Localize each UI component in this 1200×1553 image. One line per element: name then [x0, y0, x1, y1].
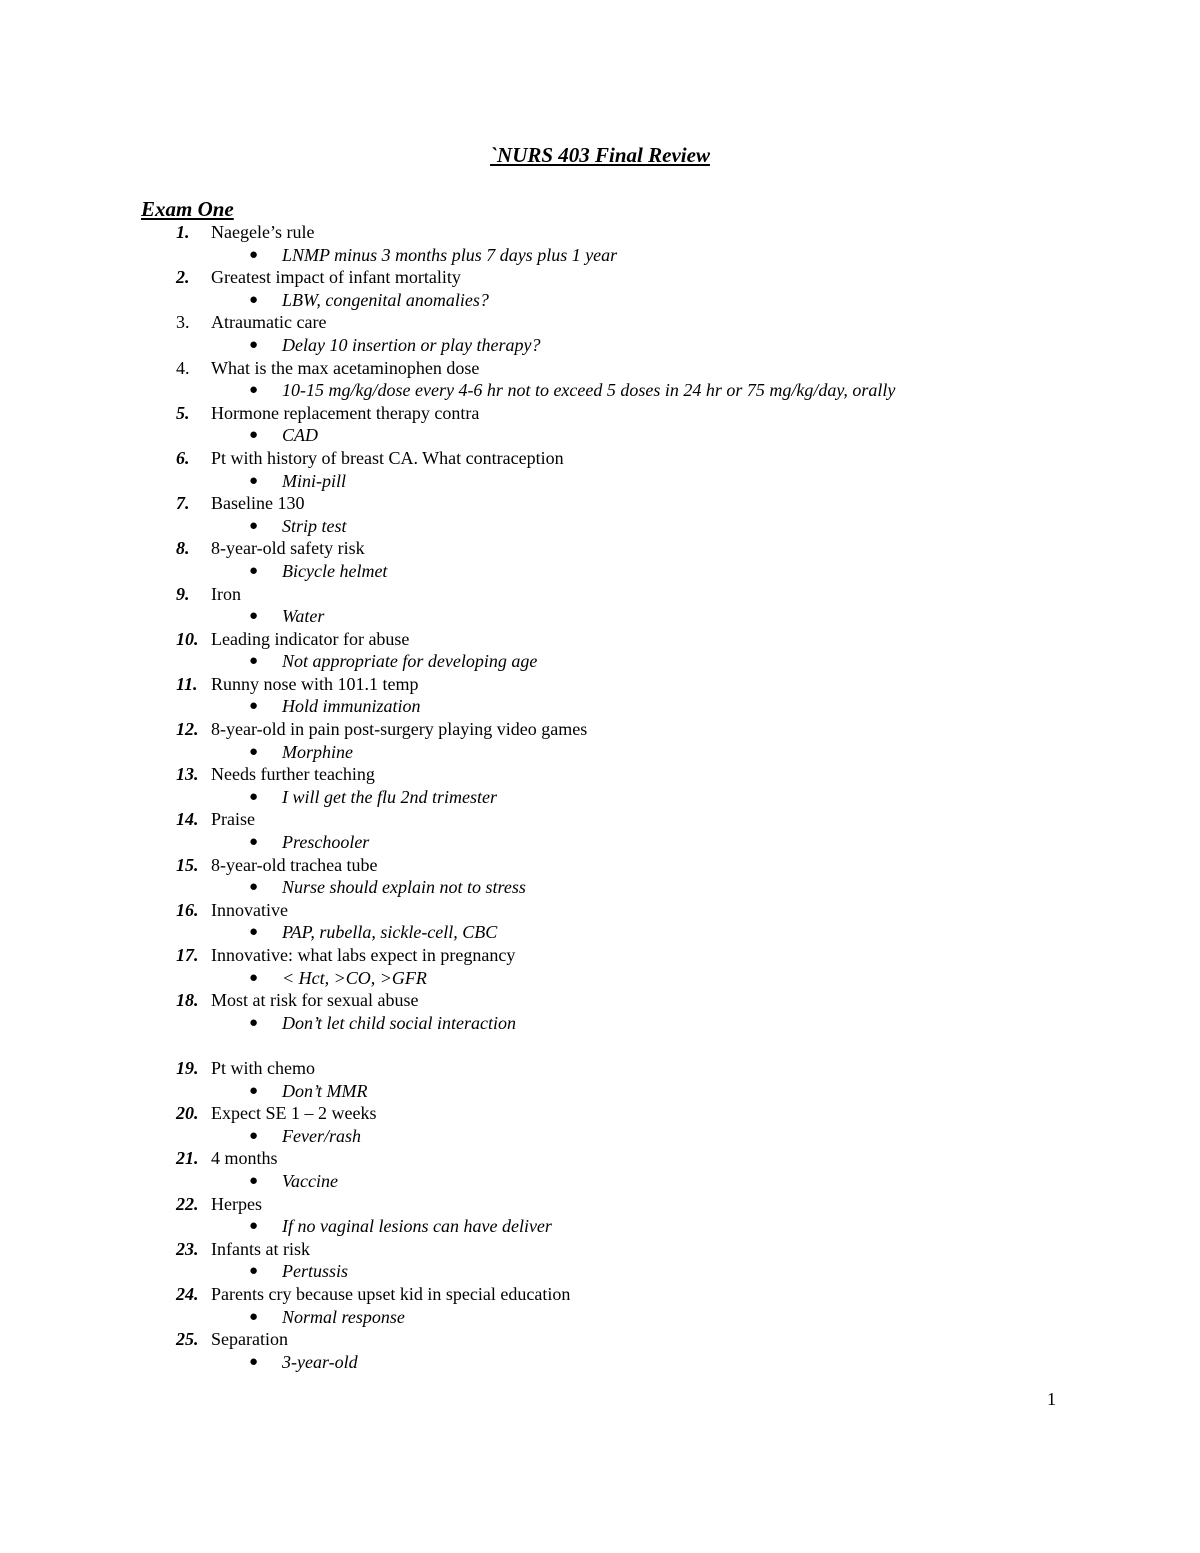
answer-item — [0, 831, 1200, 854]
question-number: 5. — [176, 402, 190, 423]
question-item — [0, 1102, 1200, 1125]
bullet-icon: ● — [249, 472, 259, 489]
bullet-icon: ● — [249, 1172, 259, 1189]
answer-item — [0, 244, 1200, 267]
question-number: 24. — [176, 1283, 199, 1304]
question-item — [0, 944, 1200, 967]
answer-text: Morphine — [282, 741, 353, 762]
answer-item — [0, 650, 1200, 673]
question-number: 13. — [176, 764, 199, 785]
answer-text: Mini-pill — [282, 470, 346, 491]
bullet-icon: ● — [249, 382, 259, 399]
bullet-icon: ● — [249, 969, 259, 986]
question-text: Leading indicator for abuse — [211, 628, 410, 649]
answer-text: I will get the flu 2nd trimester — [282, 786, 497, 807]
answer-text: 3-year-old — [282, 1351, 358, 1372]
question-number: 12. — [176, 719, 199, 740]
answer-text: CAD — [282, 425, 318, 446]
answer-text: Pertussis — [282, 1261, 349, 1282]
answer-item — [0, 605, 1200, 628]
question-text: Most at risk for sexual abuse — [211, 990, 419, 1011]
question-number: 1. — [176, 222, 190, 242]
bullet-icon: ● — [249, 562, 259, 579]
question-number: 11. — [176, 673, 198, 694]
question-item — [0, 1057, 1200, 1080]
question-number: 19. — [176, 1057, 199, 1078]
bullet-icon: ● — [249, 291, 259, 308]
question-text: Naegele’s rule — [211, 222, 315, 242]
question-text: Iron — [211, 583, 241, 604]
question-text: Atraumatic care — [211, 312, 327, 333]
question-item — [0, 357, 1200, 380]
answer-text: Bicycle helmet — [282, 560, 388, 581]
question-item — [0, 989, 1200, 1012]
question-number: 25. — [176, 1329, 199, 1350]
bullet-icon: ● — [249, 1082, 259, 1099]
bullet-icon: ● — [249, 1353, 259, 1370]
answer-text: If no vaginal lesions can have deliver — [282, 1216, 552, 1237]
question-item — [0, 221, 1200, 244]
question-item — [0, 1328, 1200, 1351]
question-text: Innovative — [211, 899, 288, 920]
answer-item — [0, 1260, 1200, 1283]
question-number: 15. — [176, 854, 199, 875]
question-item — [0, 583, 1200, 606]
answer-text: Hold immunization — [282, 696, 421, 717]
answer-item — [0, 1170, 1200, 1193]
bullet-icon: ● — [249, 608, 259, 625]
question-text: Pt with chemo — [211, 1057, 315, 1078]
question-text: Baseline 130 — [211, 493, 305, 514]
bullet-icon: ● — [249, 743, 259, 760]
bullet-icon: ● — [249, 336, 259, 353]
question-item — [0, 402, 1200, 425]
answer-item — [0, 1125, 1200, 1148]
question-text: 8-year-old in pain post-surgery playing video games — [211, 719, 588, 740]
question-text: 8-year-old safety risk — [211, 538, 365, 559]
question-number: 18. — [176, 990, 199, 1011]
question-number: 4. — [176, 357, 190, 378]
question-text: 8-year-old trachea tube — [211, 854, 378, 875]
question-number: 9. — [176, 583, 190, 604]
answer-item — [0, 1215, 1200, 1238]
answer-text: Don’t MMR — [282, 1080, 368, 1101]
answer-item — [0, 695, 1200, 718]
answer-text: LNMP minus 3 months plus 7 days plus 1 year — [282, 244, 618, 265]
question-text: Innovative: what labs expect in pregnancy — [211, 945, 516, 965]
answer-text: Normal response — [282, 1306, 405, 1327]
bullet-icon: ● — [249, 1014, 259, 1031]
question-item — [0, 1238, 1200, 1261]
answer-item — [0, 424, 1200, 447]
answer-text: Water — [282, 606, 325, 627]
question-item — [0, 1147, 1200, 1170]
bullet-icon: ● — [249, 788, 259, 805]
question-number: 6. — [176, 447, 190, 468]
bullet-icon: ● — [249, 427, 259, 444]
question-item — [0, 628, 1200, 651]
question-text: Praise — [211, 809, 255, 830]
question-item — [0, 311, 1200, 334]
question-list — [0, 221, 1200, 1373]
bullet-icon: ● — [249, 834, 259, 851]
question-number: 3. — [176, 312, 190, 333]
question-item — [0, 673, 1200, 696]
answer-text: Nurse should explain not to stress — [282, 877, 526, 898]
question-number: 14. — [176, 809, 199, 830]
answer-text: Preschooler — [282, 832, 370, 853]
question-number: 17. — [176, 945, 199, 965]
question-number: 20. — [176, 1103, 199, 1124]
answer-item — [0, 379, 1200, 402]
answer-item — [0, 967, 1200, 990]
question-item — [0, 492, 1200, 515]
answer-item — [0, 1080, 1200, 1103]
question-item — [0, 899, 1200, 922]
answer-text: Strip test — [282, 515, 347, 536]
question-item — [0, 1193, 1200, 1216]
question-text: Parents cry because upset kid in special education — [211, 1283, 571, 1304]
answer-item — [0, 289, 1200, 312]
question-number: 8. — [176, 538, 190, 559]
question-item — [0, 266, 1200, 289]
question-item — [0, 718, 1200, 741]
answer-item — [0, 786, 1200, 809]
bullet-icon: ● — [249, 1263, 259, 1280]
question-text: Needs further teaching — [211, 764, 375, 785]
question-text: Infants at risk — [211, 1238, 310, 1259]
bullet-icon: ● — [249, 517, 259, 534]
question-item — [0, 763, 1200, 786]
bullet-icon: ● — [249, 1127, 259, 1144]
bullet-icon: ● — [249, 924, 259, 941]
answer-text: Delay 10 insertion or play therapy? — [282, 334, 541, 355]
question-number: 23. — [176, 1238, 199, 1259]
answer-item — [0, 334, 1200, 357]
question-text: Runny nose with 101.1 temp — [211, 673, 419, 694]
bullet-icon: ● — [249, 1218, 259, 1235]
question-text: Pt with history of breast CA. What contraception — [211, 447, 564, 468]
answer-text: Fever/rash — [282, 1125, 361, 1146]
bullet-icon: ● — [249, 246, 259, 263]
answer-item — [0, 1351, 1200, 1374]
answer-text: Don’t let child social interaction — [282, 1012, 516, 1033]
bullet-icon: ● — [249, 698, 259, 715]
answer-text: 10-15 mg/kg/dose every 4-6 hr not to exceed 5 doses in 24 hr or 75 mg/kg/day, orally — [282, 380, 896, 401]
answer-item — [0, 560, 1200, 583]
answer-item — [0, 515, 1200, 538]
question-text: Greatest impact of infant mortality — [211, 267, 461, 288]
document-title: `NURS 403 Final Review — [490, 143, 710, 167]
answer-text: Vaccine — [282, 1170, 338, 1191]
question-number: 21. — [176, 1148, 199, 1169]
answer-item — [0, 1306, 1200, 1329]
answer-text: PAP, rubella, sickle-cell, CBC — [282, 922, 498, 943]
answer-item — [0, 921, 1200, 944]
blank-line — [0, 1034, 1200, 1057]
answer-text: LBW, congenital anomalies? — [282, 289, 489, 310]
answer-text: Not appropriate for developing age — [282, 651, 538, 672]
question-text: Expect SE 1 – 2 weeks — [211, 1103, 377, 1124]
question-number: 2. — [176, 267, 190, 288]
question-text: Herpes — [211, 1193, 262, 1214]
answer-item — [0, 876, 1200, 899]
question-number: 22. — [176, 1193, 199, 1214]
question-item — [0, 808, 1200, 831]
page-number: 1 — [1047, 1389, 1056, 1409]
bullet-icon: ● — [249, 1308, 259, 1325]
question-item — [0, 537, 1200, 560]
question-text: Hormone replacement therapy contra — [211, 402, 480, 423]
answer-item — [0, 470, 1200, 493]
question-number: 10. — [176, 628, 199, 649]
question-text: What is the max acetaminophen dose — [211, 357, 480, 378]
answer-text: < Hct, >CO, >GFR — [282, 967, 427, 988]
question-text: Separation — [211, 1329, 288, 1350]
answer-item — [0, 741, 1200, 764]
question-number: 16. — [176, 899, 199, 920]
question-item — [0, 447, 1200, 470]
question-text: 4 months — [211, 1148, 278, 1169]
section-heading: Exam One — [141, 197, 234, 221]
question-item — [0, 1283, 1200, 1306]
bullet-icon: ● — [249, 653, 259, 670]
answer-item — [0, 1012, 1200, 1035]
question-number: 7. — [176, 493, 190, 514]
bullet-icon: ● — [249, 879, 259, 896]
question-item — [0, 854, 1200, 877]
